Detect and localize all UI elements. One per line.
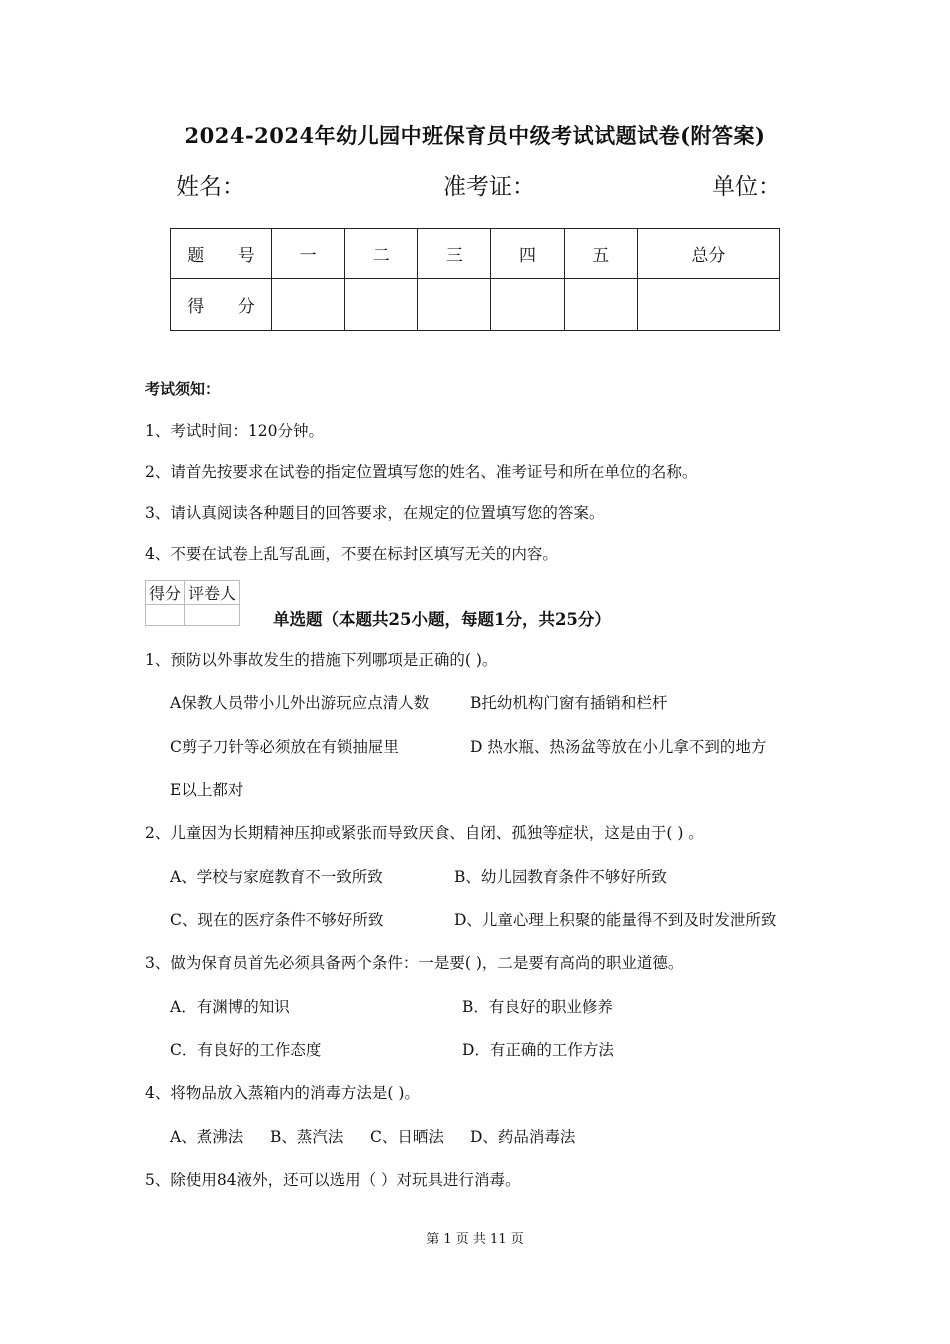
question-3-option-d[interactable]: D．有正确的工作方法 — [462, 1041, 614, 1059]
name-label: 姓名： — [176, 174, 245, 200]
grader-score-label: 得分 — [146, 581, 185, 605]
question-3-option-c[interactable]: C．有良好的工作态度 — [170, 1041, 322, 1059]
exam-title: 2024-2024年幼儿园中班保育员中级考试试题试卷(附答案) — [184, 123, 766, 148]
question-number-label: 题 号 — [171, 229, 272, 279]
question-1-option-a[interactable]: A保教人员带小儿外出游玩应点清人数 — [170, 694, 430, 712]
question-4-option-d[interactable]: D、药品消毒法 — [470, 1128, 576, 1146]
question-3-option-b[interactable]: B．有良好的职业修养 — [462, 998, 613, 1016]
column-2: 二 — [345, 229, 418, 279]
grader-name-label: 评卷人 — [185, 581, 240, 605]
score-label: 得 分 — [171, 279, 272, 331]
question-4-option-c[interactable]: C、日晒法 — [370, 1128, 444, 1146]
notice-item-3: 3、请认真阅读各种题目的回答要求，在规定的位置填写您的答案。 — [145, 504, 605, 522]
notice-title: 考试须知： — [145, 380, 221, 398]
score-table-score-row — [171, 279, 780, 331]
question-1-option-c[interactable]: C剪子刀针等必须放在有锁抽屉里 — [170, 738, 399, 756]
section-heading: 单选题（本题共25小题，每题1分，共25分） — [273, 610, 611, 629]
question-4-stem: 4、将物品放入蒸箱内的消毒方法是( )。 — [145, 1084, 420, 1102]
score-cell-1[interactable] — [272, 279, 345, 331]
question-2-stem: 2、儿童因为长期精神压抑或紧张而导致厌食、自闭、孤独等症状，这是由于( ) 。 — [145, 824, 704, 842]
unit-label: 单位： — [712, 174, 781, 200]
notice-item-1: 1、考试时间：120分钟。 — [145, 422, 324, 440]
notice-item-2: 2、请首先按要求在试卷的指定位置填写您的姓名、准考证号和所在单位的名称。 — [145, 463, 698, 481]
score-cell-total[interactable] — [637, 279, 779, 331]
score-cell-5[interactable] — [564, 279, 637, 331]
question-4-option-b[interactable]: B、蒸汽法 — [270, 1128, 344, 1146]
question-1-option-d[interactable]: D 热水瓶、热汤盆等放在小儿拿不到的地方 — [470, 738, 767, 756]
question-2-option-c[interactable]: C、现在的医疗条件不够好所致 — [170, 911, 384, 929]
question-3-stem: 3、做为保育员首先必须具备两个条件：一是要( )，二是要有高尚的职业道德。 — [145, 954, 684, 972]
column-total: 总分 — [637, 229, 779, 279]
notice-item-4: 4、不要在试卷上乱写乱画，不要在标封区填写无关的内容。 — [145, 545, 558, 563]
question-2-option-d[interactable]: D、儿童心理上积聚的能量得不到及时发泄所致 — [454, 911, 777, 929]
grader-name-cell[interactable] — [185, 605, 240, 626]
column-4: 四 — [491, 229, 564, 279]
grader-score-cell[interactable] — [146, 605, 185, 626]
column-5: 五 — [564, 229, 637, 279]
question-1-option-b[interactable]: B托幼机构门窗有插销和栏杆 — [470, 694, 668, 712]
ticket-label: 准考证： — [443, 174, 535, 200]
question-4-option-a[interactable]: A、煮沸法 — [170, 1128, 244, 1146]
question-2-option-b[interactable]: B、幼儿园教育条件不够好所致 — [454, 868, 667, 886]
candidate-info-row — [0, 168, 950, 208]
question-1-option-e[interactable]: E以上都对 — [170, 781, 244, 799]
question-2-option-a[interactable]: A、学校与家庭教育不一致所致 — [170, 868, 383, 886]
score-table-header-row — [171, 229, 780, 279]
score-table — [170, 228, 780, 331]
question-3-option-a[interactable]: A．有渊博的知识 — [170, 998, 290, 1016]
column-3: 三 — [418, 229, 491, 279]
page-footer: 第 1 页 共 11 页 — [426, 1232, 524, 1247]
column-1: 一 — [272, 229, 345, 279]
question-1-stem: 1、预防以外事故发生的措施下列哪项是正确的( )。 — [145, 651, 498, 669]
question-5-stem: 5、除使用84液外，还可以选用（ ）对玩具进行消毒。 — [145, 1171, 521, 1189]
score-cell-4[interactable] — [491, 279, 564, 331]
grader-box — [145, 580, 240, 626]
score-cell-3[interactable] — [418, 279, 491, 331]
score-cell-2[interactable] — [345, 279, 418, 331]
